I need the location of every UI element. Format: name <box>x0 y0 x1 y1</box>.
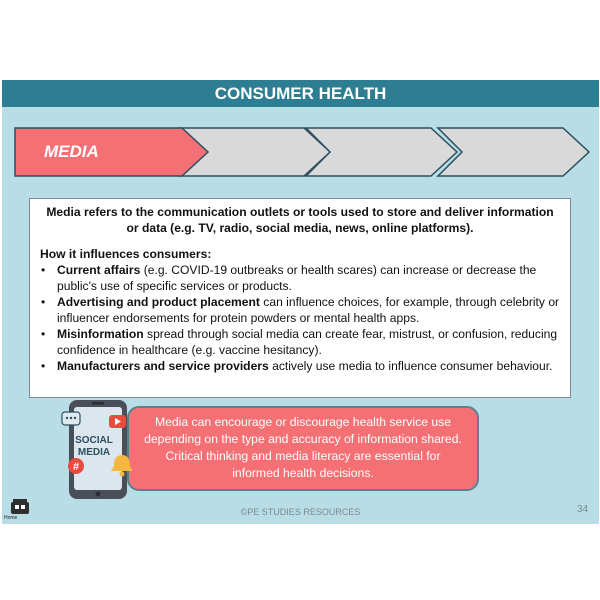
home-label[interactable]: Home <box>4 515 18 521</box>
phone-text-social: SOCIAL <box>75 435 113 446</box>
callout-box: Media can encourage or discourage health service use depending on the type and accuracy of information shared. Critical thinking and media literacy are essential for informed health decisions. <box>127 406 479 491</box>
slide <box>2 80 599 524</box>
influence-heading: How it influences consumers: <box>40 247 212 261</box>
chevron-tab-4[interactable] <box>438 128 589 176</box>
chevron-row <box>14 127 592 177</box>
list-item: • Advertising and product placement can influence choices, for example, through celebrity or influencer endorsements for protein powders or mental health apps. <box>40 294 560 326</box>
list-item: • Misinformation spread through social media can create fear, mistrust, or confusion, reducing confidence in healthcare (e.g. vaccine hesitancy). <box>40 326 560 358</box>
list-item: • Current affairs (e.g. COVID-19 outbreaks or health scares) can increase or decrease the public's use of specific services or products. <box>40 262 560 294</box>
media-definition: Media refers to the communication outlets or tools used to store and deliver information or data (e.g. TV, radio, social media, news, online platforms). <box>46 205 554 235</box>
section-chevrons <box>14 127 592 177</box>
tab-media-label: MEDIA <box>44 142 99 161</box>
influence-list <box>40 262 560 374</box>
social-media-phone-icon <box>59 398 141 502</box>
page-title: CONSUMER HEALTH <box>2 80 599 107</box>
list-item: • Manufacturers and service providers actively use media to influence consumer behaviour. <box>40 358 560 374</box>
info-box <box>29 198 571 398</box>
hashtag-icon: # <box>72 461 80 473</box>
phone-text-media: MEDIA <box>77 447 111 458</box>
copyright-footer: ©PE STUDIES RESOURCES <box>240 507 361 517</box>
page-number: 34 <box>577 504 589 515</box>
